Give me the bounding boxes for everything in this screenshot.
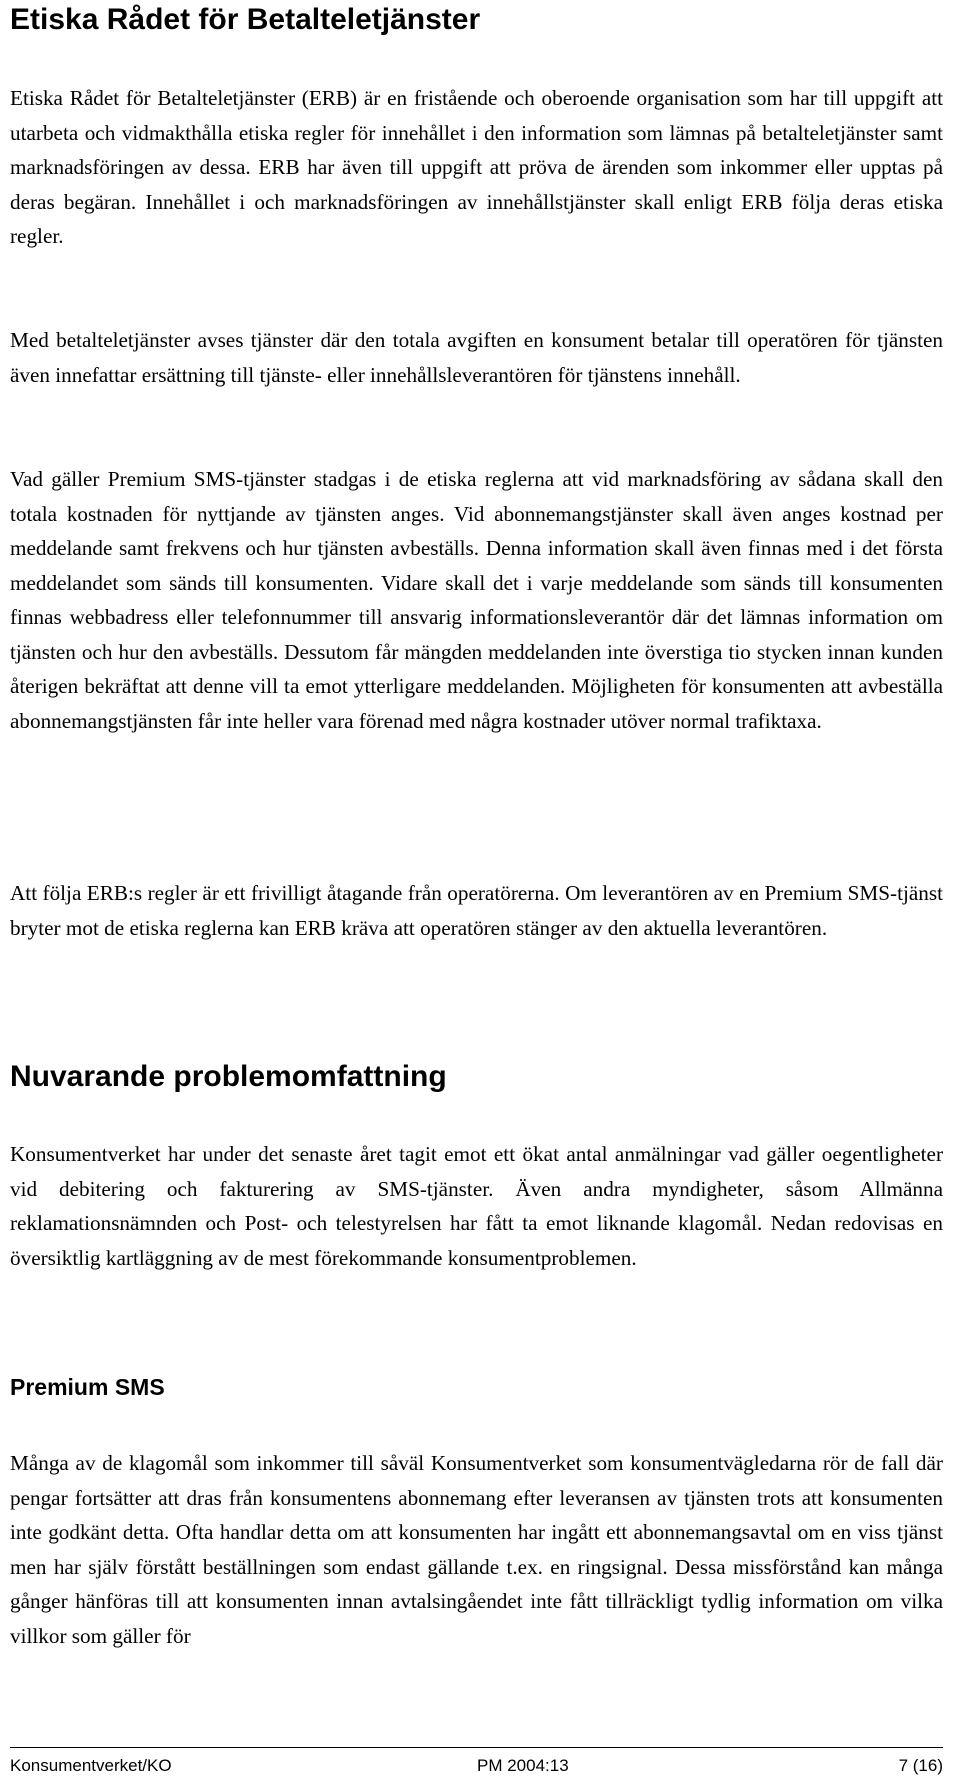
footer-organization: Konsumentverket/KO	[10, 1756, 172, 1775]
paragraph-premium-sms-complaints: Många av de klagomål som inkommer till såväl Konsumentverket som konsumentvägledarna rör de fall där pengar fortsätter att dras från konsumentens abonnemang efter leveransen av tjänsten trots att konsumenten inte godkänt detta. Ofta handlar detta om att konsumenten har ingått ett abonnemangsavtal om en viss tjänst men har själv förstått beställningen som endast gällande t.ex. en ringsignal. Dessa missförstånd kan många gånger hänföras till att konsumenten innan avtalsingåendet inte fått tillräckligt tydlig information om vilka villkor som gäller för	[10, 1451, 943, 1648]
footer-page-number: 7 (16)	[898, 1756, 943, 1775]
footer-divider	[10, 1747, 943, 1748]
page-footer	[10, 1752, 943, 1780]
paragraph-erb-intro: Etiska Rådet för Betalteletjänster (ERB) är en fristående och oberoende organisation som har till uppgift att utarbeta och vidmakthålla etiska regler för innehållet i den information som lämnas på betalteletjänster samt marknadsföringen av dessa. ERB har även till uppgift att pröva de ärenden som inkommer eller upptas på deras begäran. Innehållet i och marknadsföringen av innehållstjänster skall enligt ERB följa deras etiska regler.	[10, 86, 943, 248]
footer-report-id: PM 2004:13	[477, 1756, 569, 1775]
paragraph-premium-sms-rules: Vad gäller Premium SMS-tjänster stadgas i de etiska reglerna att vid marknadsföring av sådana skall den totala kostnaden för nyttjande av tjänsten anges. Vid abonnemangstjänster skall även anges kostnad per meddelande samt frekvens och hur tjänsten avbeställs. Denna information skall även finnas med i det första meddelandet som sänds till konsumenten. Vidare skall det i varje meddelande som sänds till konsumenten finnas webbadress eller telefonnummer till ansvarig informationsleverantör där det lämnas information om tjänsten och hur den avbeställs. Dessutom får mängden meddelanden inte överstiga tio stycken innan kunden återigen bekräftat att denne vill ta emot ytterligare meddelanden. Möjligheten för konsumenten att avbeställa abonnemangstjänsten får inte heller vara förenad med några kostnader utöver normal trafiktaxa.	[10, 467, 943, 733]
section-heading-problem-scope: Nuvarande problemomfattning	[10, 1060, 447, 1093]
paragraph-betalteletjanster-definition: Med betalteletjänster avses tjänster där den totala avgiften en konsument betalar till operatören för tjänsten även innefattar ersättning till tjänste- eller innehållsleverantören för tjänstens innehåll.	[10, 328, 943, 387]
section-heading-erb: Etiska Rådet för Betalteletjänster	[10, 3, 481, 36]
subsection-heading-premium-sms: Premium SMS	[10, 1374, 165, 1400]
paragraph-problem-scope: Konsumentverket har under det senaste året tagit emot ett ökat antal anmälningar vad gäller oegentligheter vid debitering och fakturering av SMS-tjänster. Även andra myndigheter, såsom Allmänna reklamationsnämnden och Post- och telestyrelsen har fått ta emot liknande klagomål. Nedan redovisas en översiktlig kartläggning av de mest förekommande konsumentproblemen.	[10, 1142, 943, 1270]
paragraph-voluntary-commitment: Att följa ERB:s regler är ett frivilligt åtagande från operatörerna. Om leverantören av en Premium SMS-tjänst bryter mot de etiska reglerna kan ERB kräva att operatören stänger av den aktuella leverantören.	[10, 881, 943, 940]
